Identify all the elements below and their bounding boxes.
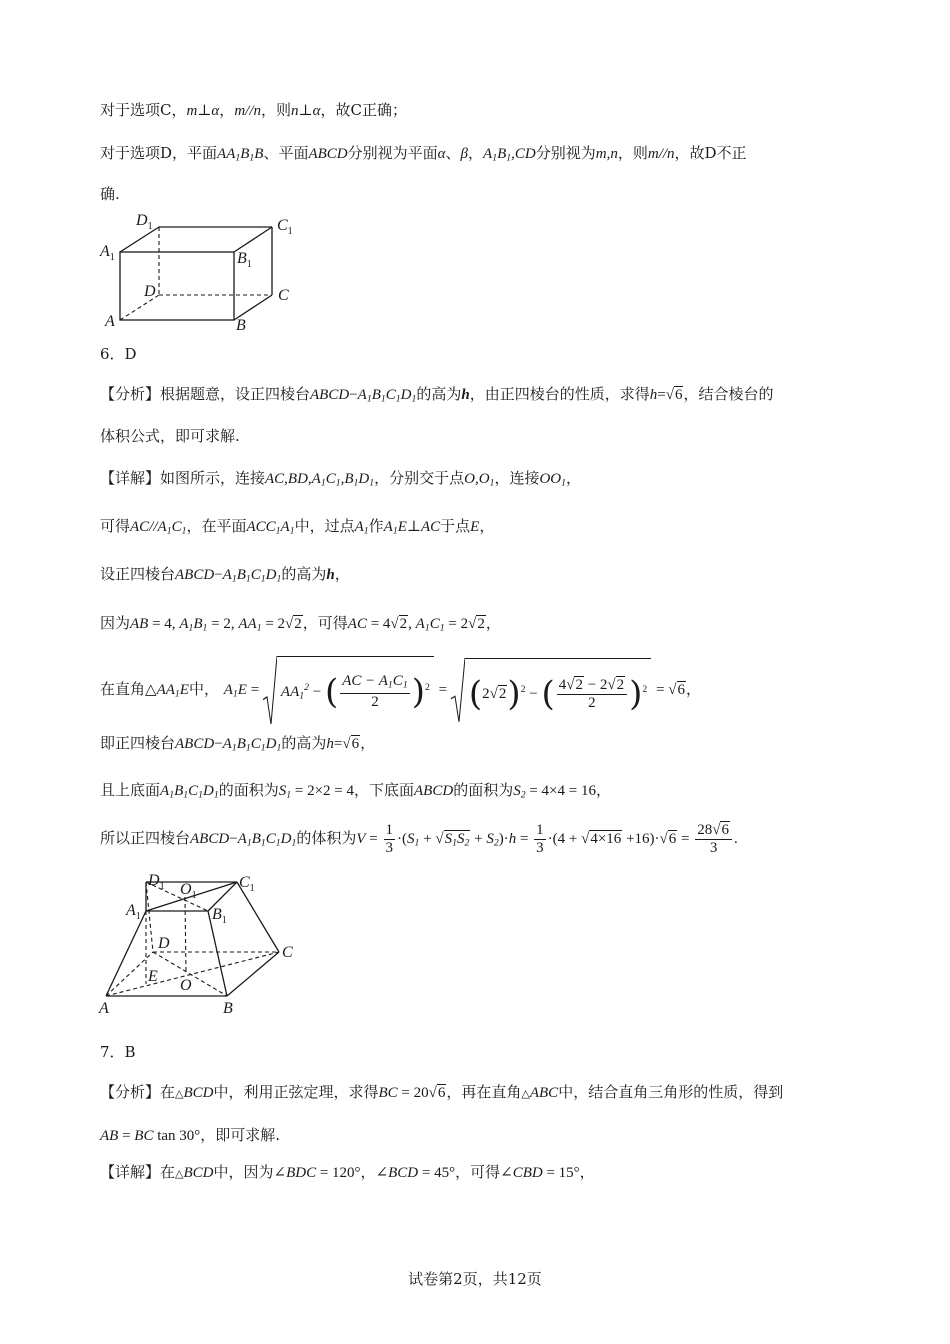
q6-detail-1: 【详解】如图所示，连接$AC,BD,A_1C_1,B_1D_1$，分别交于点$O,O_1$，连接$OO_1$， bbox=[100, 469, 582, 489]
label-c1: $C_1$ bbox=[277, 217, 293, 237]
q6-detail-8: 所以正四棱台$ABCD-A_1B_1C_1D_1$的体积为V = $\frac{1}{3}$ $\cdot(S_1 + √S_1S_2 + S_2)\cdot h$ = $\frac{1}{3}$ ·(4 + √4×16 +16)·√6 = $\frac{28√6}{3}$ . bbox=[100, 821, 738, 856]
label-a1: $A_1$ bbox=[100, 243, 115, 263]
label2-o: O bbox=[180, 977, 192, 994]
label2-b: B bbox=[223, 1000, 233, 1017]
label-c: C bbox=[278, 287, 289, 304]
option-d-line: 对于选项D，平面$AA_1B_1B$、平面ABCD分别视为平面α、β，$A_1B_1,CD$分别视为m,n，则m//n，故D不正 bbox=[100, 144, 747, 164]
label-b: B bbox=[236, 317, 246, 334]
q6-detail-3: 设正四棱台$ABCD-A_1B_1C_1D_1$的高为h， bbox=[100, 565, 350, 585]
label2-a: A bbox=[99, 1000, 109, 1017]
label-b1: $B_1$ bbox=[237, 250, 252, 270]
option-c-line: 对于选项C，m⊥α，m//n，则n⊥α，故C正确； bbox=[100, 101, 407, 119]
q7-analysis: 【分析】在△BCD中，利用正弦定理，求得BC = 20√6，再在直角△ABC中，结合直角三角形的性质，得到 bbox=[100, 1083, 784, 1101]
label2-b1: $B_1$ bbox=[212, 906, 227, 926]
q7-analysis-2: AB = BC tan 30°，即可求解. bbox=[100, 1126, 281, 1144]
q7-detail-1: 【详解】在△BCD中，因为∠BDC = 120°，∠BCD = 45°，可得∠CBD = 15°， bbox=[100, 1163, 595, 1181]
q6-detail-4: 因为AB = 4, $A_1B_1 = 2$, $AA_1 = 2√2$，可得AC = 4√2, $A_1C_1 = 2√2$， bbox=[100, 614, 501, 634]
label-a: A bbox=[105, 313, 115, 330]
option-d-line-end: 确. bbox=[100, 185, 120, 203]
cuboid-figure bbox=[96, 208, 306, 338]
q6-answer: 6．D bbox=[100, 345, 137, 363]
q6-detail-2: 可得$AC//A_1C_1$，在平面$ACC_1A_1$中，过点$A_1$作$A_1E\perp AC$于点E， bbox=[100, 517, 495, 537]
q6-analysis: 【分析】根据题意，设正四棱台$ABCD-A_1B_1C_1D_1$的高为h，由正四棱台的性质，求得h=√6，结合棱台的 bbox=[100, 385, 774, 405]
label2-c1: $C_1$ bbox=[239, 874, 255, 894]
label-d: D bbox=[144, 283, 156, 300]
label2-o1: $O_1$ bbox=[180, 881, 197, 901]
label2-c: C bbox=[282, 944, 293, 961]
label2-d: D bbox=[158, 935, 170, 952]
q7-answer: 7．B bbox=[100, 1043, 136, 1061]
page-footer: 试卷第2页，共12页 bbox=[408, 1270, 542, 1288]
q6-detail-7: 且上底面$A_1B_1C_1D_1$的面积为$S_1 = 2\times 2 = 4$，下底面ABCD的面积为$S_2 = 4\times 4 = 16$， bbox=[100, 781, 611, 801]
label2-e: E bbox=[148, 968, 158, 985]
label-d1: $D_1$ bbox=[136, 212, 153, 232]
label2-a1: $A_1$ bbox=[126, 902, 141, 922]
q6-analysis-2: 体积公式，即可求解. bbox=[100, 427, 240, 445]
label2-d1: $D_1$ bbox=[148, 872, 165, 892]
q6-detail-6: 即正四棱台$ABCD-A_1B_1C_1D_1$的高为h=√6， bbox=[100, 734, 376, 754]
frustum-figure bbox=[96, 870, 306, 1020]
q6-detail-5: 在直角$\triangle AA_1E$中， $A_1E$ = $AA_1^2$ − ( $\frac{AC - A_1C_1}{2}$ )$^2$ = $(2√2)^2$ − ( $\frac{4√2 - 2√2}{2}$ )$^2$ = √6， bbox=[100, 656, 701, 724]
